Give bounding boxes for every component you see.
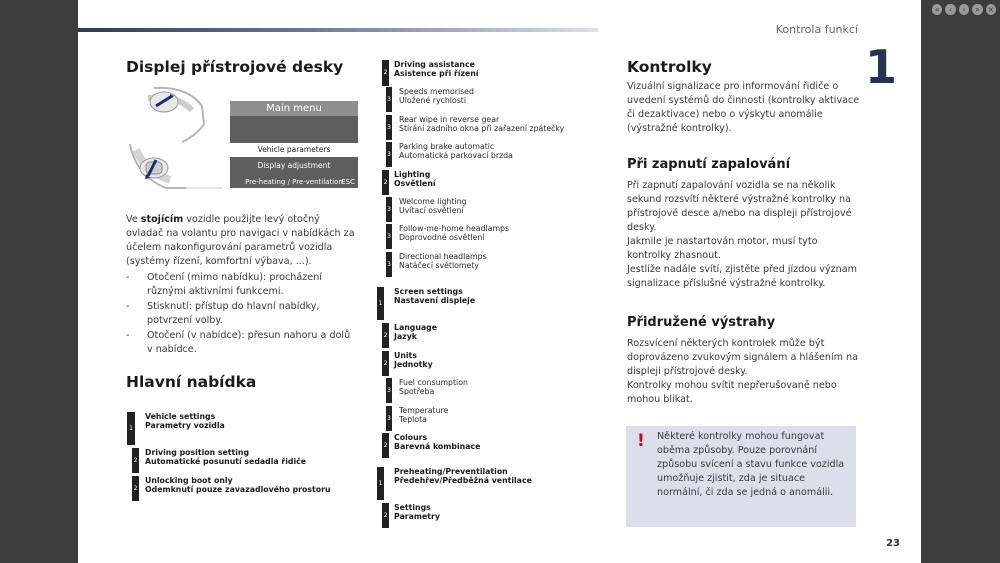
manual-page — [78, 0, 921, 563]
menu-item-cs: Doprovodné osvětlení — [399, 233, 485, 242]
bullet-text: Otočení (v nabídce): přesun nahoru a dolů v nabídce. — [147, 330, 351, 355]
ignition-paragraph: Při zapnutí zapalování vozidla se na několik sekund rozsvítí některé výstražné kontrolky na přístrojové desce a/nebo na displeji přístrojové desky. — [627, 180, 852, 233]
menu-item-cs: Jednotky — [394, 360, 433, 369]
menu-item-en: Speeds memorised — [399, 87, 474, 96]
associated-warnings-paragraph: Rozsvícení některých kontrolek může být doprovázeno zvukovým signálem a hlášením na displeji přístrojové desky. — [627, 338, 859, 377]
menu-item-cs: Parametry vozidla — [145, 421, 225, 430]
display-esc-label: ESC — [341, 178, 355, 186]
level-marker: 2 — [382, 351, 389, 376]
note-text: Některé kontrolky mohou fungovat oběma způsoby. Pouze porovnání způsobu svícení a stavu funkce vozidla umožňuje zjistit, zda je situace normální, či zda se jedná o anomálii. — [657, 431, 845, 498]
associated-warnings-paragraph-2: Kontrolky mohou svítit nepřerušovaně nebo mohou blikat. — [627, 380, 837, 405]
ignition-subheading: Při zapnutí zapalování — [627, 157, 791, 172]
menu-item-cs: Spotřeba — [399, 387, 435, 396]
level-marker: 3 — [386, 115, 392, 140]
menu-item-en: Follow-me-home headlamps — [399, 224, 510, 233]
level-marker: 3 — [386, 87, 392, 112]
menu-item-en: Rear wipe in reverse gear — [399, 115, 500, 124]
menu-item-cs: Odemknutí pouze zavazadlového prostoru — [145, 485, 331, 494]
bullet-dash: - — [126, 330, 130, 341]
instrument-display-screen — [230, 101, 358, 188]
exclamation-icon: ! — [637, 431, 645, 451]
level-marker: 3 — [386, 252, 392, 277]
menu-item-cs: Jazyk — [394, 332, 417, 341]
header-bar — [78, 28, 598, 32]
level-marker: 3 — [386, 142, 392, 167]
menu-item-cs: Uvítací osvětlení — [399, 206, 464, 215]
page-navigation — [932, 4, 996, 18]
chapter-number: 1 — [864, 40, 895, 94]
menu-item-en: Welcome lighting — [399, 197, 467, 206]
intro-text-start: Ve — [126, 214, 141, 225]
level-marker: 2 — [382, 433, 389, 458]
main-menu-heading: Hlavní nabídka — [126, 373, 257, 391]
warning-lights-intro: Vizuální signalizace pro informování řidiče o uvedení systémů do činnosti (kontrolky aktivace či dezaktivace) nebo o výskytu anomálie (výstražné kontrolky). — [627, 81, 860, 134]
note-box — [626, 426, 856, 527]
menu-item-en: Settings — [394, 503, 431, 512]
menu-item-en: Lighting — [394, 170, 431, 179]
menu-item-en: Preheating/Preventilation — [394, 467, 508, 476]
menu-item-cs: Asistence při řízení — [394, 69, 479, 78]
menu-item-en: Fuel consumption — [399, 378, 468, 387]
menu-item-cs: Teplota — [399, 415, 427, 424]
menu-item-cs: Parametry — [394, 512, 440, 521]
ignition-paragraph-2: Jakmile je nastartován motor, musí tyto kontrolky zhasnout. — [627, 236, 818, 261]
level-marker: 1 — [377, 467, 384, 500]
menu-item-cs: Stírání zadního okna při zařazení zpátečky — [399, 124, 565, 133]
page-forward-icon[interactable]: » — [972, 4, 982, 15]
bullet-text: Otočení (mimo nabídku): procházení různými aktivními funkcemi. — [147, 272, 322, 297]
bullet-item — [126, 271, 356, 299]
menu-item-en: Driving position setting — [145, 448, 250, 457]
menu-item-cs: Nastavení displeje — [394, 296, 476, 305]
menu-item-en: Directional headlamps — [399, 252, 487, 261]
level-marker: 2 — [132, 448, 139, 473]
display-menu-item: Display adjustment — [257, 161, 331, 170]
menu-item-cs: Natáčecí světlomety — [399, 261, 479, 270]
intro-text-bold: stojícím — [140, 214, 184, 225]
display-menu-item: Pre-heating / Pre-ventilation — [245, 178, 343, 186]
menu-item-en: Language — [394, 323, 438, 332]
steering-wheel-control-illustration — [126, 84, 226, 192]
intro-paragraph — [126, 213, 356, 269]
page-number: 23 — [886, 538, 900, 549]
associated-warnings-subheading: Přidružené výstrahy — [627, 315, 776, 330]
menu-item-en: Temperature — [399, 406, 449, 415]
level-marker: 2 — [382, 170, 389, 195]
section-title: Kontrola funkcí — [775, 23, 858, 36]
menu-item-cs: Osvětlení — [394, 179, 436, 188]
menu-item-en: Units — [394, 351, 417, 360]
page-back-icon[interactable]: « — [932, 4, 942, 15]
page-next-icon[interactable]: › — [959, 4, 969, 15]
bullet-text: Stisknutí: přístup do hlavní nabídky, potvrzení volby. — [147, 301, 320, 326]
menu-item-en: Unlocking boot only — [145, 476, 233, 485]
bullet-item — [126, 300, 356, 328]
warning-lights-heading: Kontrolky — [627, 58, 712, 76]
menu-item-cs: Uložené rychlosti — [399, 96, 467, 105]
level-marker: 3 — [386, 378, 392, 403]
bullet-item — [126, 329, 356, 357]
bullet-dash: - — [126, 272, 130, 283]
display-menu-title: Main menu — [230, 101, 358, 116]
page-prev-icon[interactable]: ‹ — [945, 4, 955, 15]
menu-item-cs: Automatická parkovací brzda — [399, 151, 513, 160]
menu-item-cs: Barevná kombinace — [394, 442, 481, 451]
intro-text-end: vozidle použijte levý otočný ovladač na volantu pro navigaci v nabídkách za účelem nakonfigurování parametrů vozidla (systémy řízení, komfortní výbava, ...). — [126, 214, 355, 267]
level-marker: 3 — [386, 406, 392, 431]
level-marker: 2 — [382, 503, 389, 528]
level-marker: 2 — [132, 476, 139, 501]
ignition-paragraph-3: Jestliže nadále svítí, zjistěte před jízdou význam signalizace příslušné výstražné kontrolky. — [627, 264, 857, 289]
level-marker: 1 — [127, 412, 135, 445]
menu-item-cs: Automatické posunutí sedadla řidiče — [145, 457, 307, 466]
close-icon[interactable]: × — [987, 5, 995, 14]
menu-item-cs: Předehřev/Předběžná ventilace — [394, 476, 532, 485]
display-menu-item-selected: Vehicle parameters — [230, 143, 358, 157]
level-marker: 1 — [377, 287, 384, 320]
level-marker: 2 — [382, 323, 389, 348]
menu-item-en: Driving assistance — [394, 60, 475, 69]
level-marker: 3 — [386, 197, 392, 222]
menu-item-en: Screen settings — [394, 287, 463, 296]
display-heading: Displej přístrojové desky — [126, 58, 344, 76]
display-illustration — [126, 84, 358, 196]
level-marker: 3 — [386, 224, 392, 249]
menu-item-en: Vehicle settings — [145, 412, 216, 421]
menu-item-en: Colours — [394, 433, 428, 442]
menu-item-en: Parking brake automatic — [399, 142, 495, 151]
bullet-dash: - — [126, 301, 130, 312]
level-marker: 2 — [382, 60, 389, 86]
